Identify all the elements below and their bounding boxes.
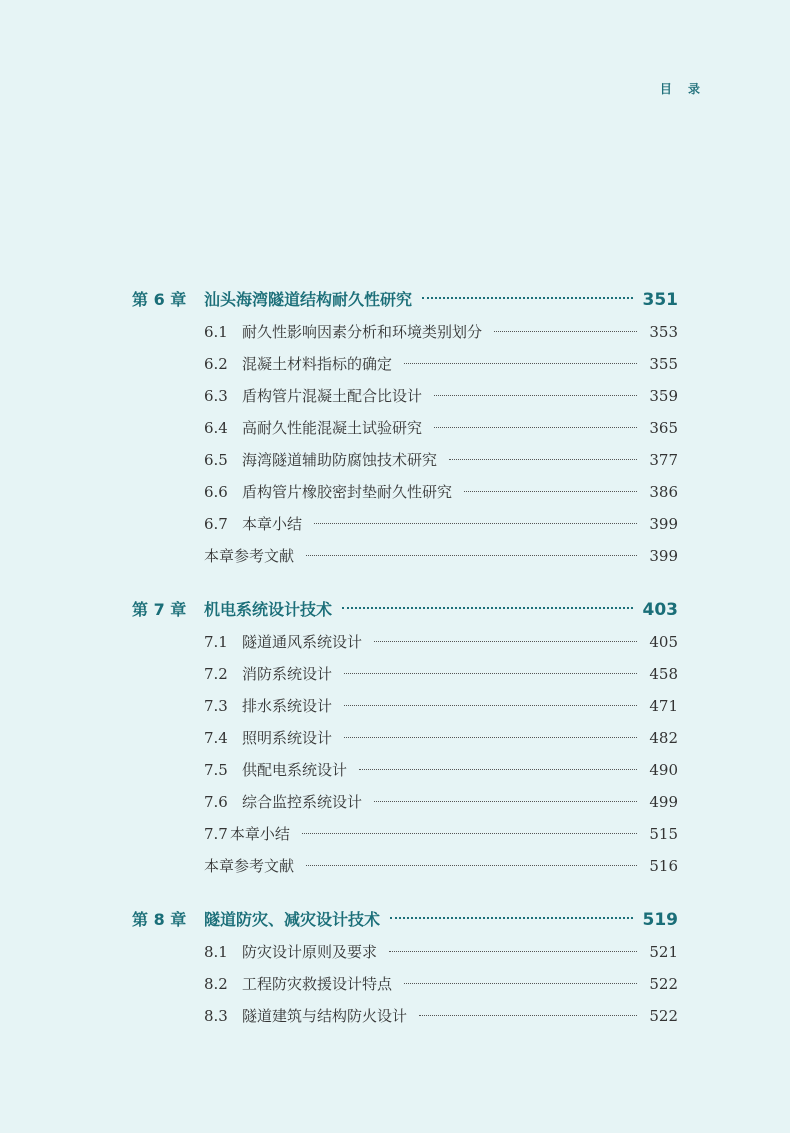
dot-leader (449, 459, 637, 460)
section-page-number: 405 (649, 633, 678, 651)
section-number: 6.5 (204, 451, 228, 469)
section-page-number: 399 (649, 547, 678, 565)
section-page-number: 515 (649, 825, 678, 843)
section-number: 7.7 (204, 825, 228, 843)
dot-leader (434, 427, 637, 428)
section-page-number: 353 (649, 323, 678, 341)
section-number: 6.7 (204, 515, 228, 533)
chapter-block (132, 594, 678, 882)
dot-leader (314, 523, 637, 524)
section-title: 海湾隧道辅助防腐蚀技术研究 (242, 451, 438, 469)
section-number: 6.1 (204, 323, 228, 341)
running-header: 目 录 (659, 82, 706, 96)
chapter-title: 隧道防灾、减灾设计技术 (204, 910, 381, 929)
chapter-title: 机电系统设计技术 (204, 600, 333, 619)
section-entry[interactable] (132, 348, 678, 380)
section-page-number: 521 (649, 943, 678, 961)
section-page-number: 399 (649, 515, 678, 533)
section-title: 耐久性影响因素分析和环境类别划分 (242, 323, 483, 341)
section-page-number: 490 (649, 761, 678, 779)
section-title: 本章小结 (229, 825, 290, 843)
dot-leader (359, 769, 637, 770)
chapter-page-number: 351 (642, 290, 678, 310)
chapter-number: 第 8 章 (132, 910, 187, 929)
section-page-number: 516 (649, 857, 678, 875)
section-page-number: 522 (649, 975, 678, 993)
section-page-number: 522 (649, 1007, 678, 1025)
section-number: 7.4 (204, 729, 228, 747)
dot-leader (302, 833, 637, 834)
section-page-number: 471 (649, 697, 678, 715)
section-title: 盾构管片混凝土配合比设计 (242, 387, 423, 405)
section-page-number: 377 (649, 451, 678, 469)
dot-leader (404, 983, 637, 984)
section-entry[interactable] (132, 722, 678, 754)
section-entry[interactable] (132, 786, 678, 818)
dot-leader (422, 297, 632, 299)
section-page-number: 386 (649, 483, 678, 501)
section-title: 供配电系统设计 (242, 761, 348, 779)
section-page-number: 499 (649, 793, 678, 811)
section-page-number: 359 (649, 387, 678, 405)
section-title: 照明系统设计 (242, 729, 333, 747)
section-title: 消防系统设计 (242, 665, 333, 683)
dot-leader (404, 363, 637, 364)
section-entry[interactable] (132, 540, 678, 572)
dot-leader (390, 917, 632, 919)
chapter-block (132, 904, 678, 1032)
section-title: 本章参考文献 (204, 547, 295, 565)
section-entry[interactable] (132, 850, 678, 882)
section-number: 7.6 (204, 793, 228, 811)
dot-leader (419, 1015, 637, 1016)
section-title: 混凝土材料指标的确定 (242, 355, 393, 373)
dot-leader (342, 607, 632, 609)
section-entry[interactable] (132, 316, 678, 348)
section-number: 7.2 (204, 665, 228, 683)
chapter-block (132, 284, 678, 572)
section-title: 高耐久性能混凝土试验研究 (242, 419, 423, 437)
section-entry[interactable] (132, 380, 678, 412)
section-title: 盾构管片橡胶密封垫耐久性研究 (242, 483, 453, 501)
section-number: 8.2 (204, 975, 228, 993)
dot-leader (306, 555, 637, 556)
section-entry[interactable] (132, 818, 678, 850)
section-entry[interactable] (132, 412, 678, 444)
table-of-contents (132, 284, 678, 1054)
section-title: 工程防灾救援设计特点 (242, 975, 393, 993)
section-page-number: 482 (649, 729, 678, 747)
section-title: 隧道通风系统设计 (242, 633, 363, 651)
section-entry[interactable] (132, 476, 678, 508)
section-title: 排水系统设计 (242, 697, 333, 715)
section-entry[interactable] (132, 1000, 678, 1032)
section-title: 防灾设计原则及要求 (242, 943, 378, 961)
section-entry[interactable] (132, 968, 678, 1000)
section-number: 7.5 (204, 761, 228, 779)
section-entry[interactable] (132, 626, 678, 658)
section-entry[interactable] (132, 444, 678, 476)
chapter-number: 第 7 章 (132, 600, 187, 619)
section-page-number: 458 (649, 665, 678, 683)
dot-leader (464, 491, 637, 492)
chapter-page-number: 403 (642, 600, 678, 620)
section-entry[interactable] (132, 508, 678, 540)
section-title: 本章小结 (242, 515, 303, 533)
chapter-title: 汕头海湾隧道结构耐久性研究 (204, 290, 413, 309)
dot-leader (344, 673, 637, 674)
chapter-heading[interactable] (132, 594, 678, 626)
chapter-heading[interactable] (132, 284, 678, 316)
dot-leader (306, 865, 637, 866)
section-entry[interactable] (132, 754, 678, 786)
section-number: 7.1 (204, 633, 228, 651)
section-title: 本章参考文献 (204, 857, 295, 875)
section-number: 6.6 (204, 483, 228, 501)
chapter-heading[interactable] (132, 904, 678, 936)
dot-leader (434, 395, 637, 396)
section-number: 8.3 (204, 1007, 228, 1025)
section-entry[interactable] (132, 658, 678, 690)
section-number: 6.2 (204, 355, 228, 373)
dot-leader (344, 737, 637, 738)
dot-leader (344, 705, 637, 706)
section-title: 隧道建筑与结构防火设计 (242, 1007, 408, 1025)
chapter-page-number: 519 (642, 910, 678, 930)
section-entry[interactable] (132, 690, 678, 722)
section-number: 8.1 (204, 943, 228, 961)
section-number: 6.4 (204, 419, 228, 437)
section-page-number: 355 (649, 355, 678, 373)
section-title: 综合监控系统设计 (242, 793, 363, 811)
dot-leader (374, 641, 637, 642)
chapter-number: 第 6 章 (132, 290, 187, 309)
dot-leader (494, 331, 637, 332)
dot-leader (374, 801, 637, 802)
section-number: 6.3 (204, 387, 228, 405)
dot-leader (389, 951, 637, 952)
section-page-number: 365 (649, 419, 678, 437)
section-entry[interactable] (132, 936, 678, 968)
section-number: 7.3 (204, 697, 228, 715)
